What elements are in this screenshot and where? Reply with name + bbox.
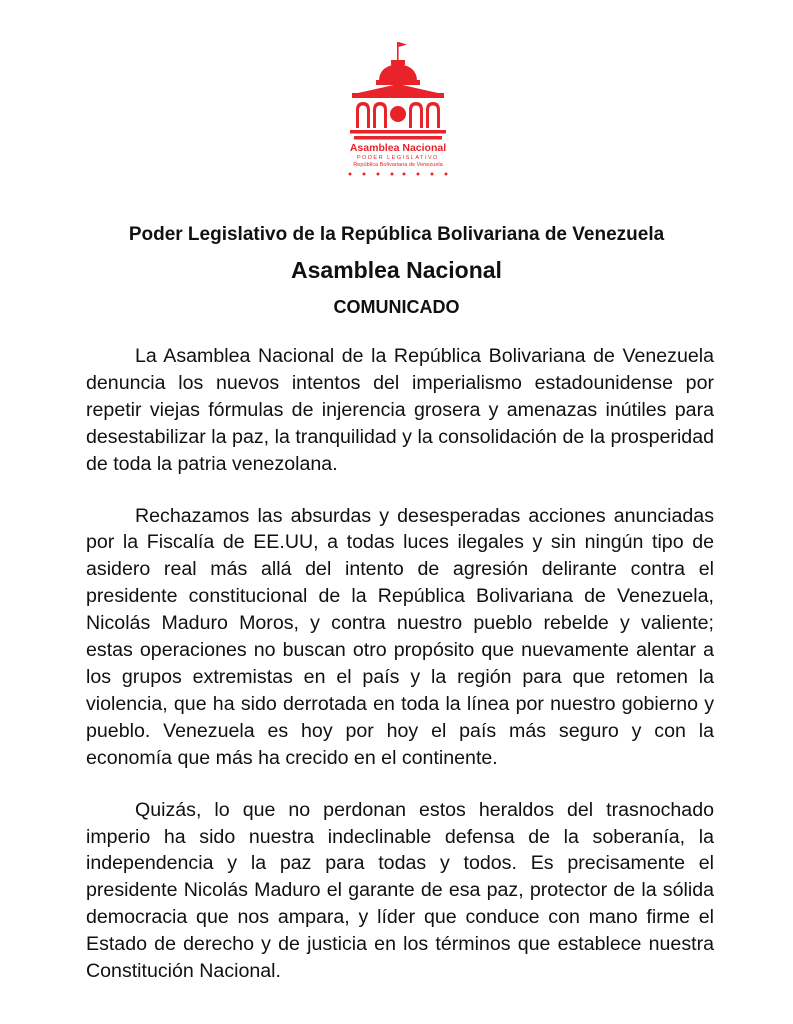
asamblea-nacional-logo [336,38,460,178]
statement-body [86,343,714,1010]
logo-stars [349,173,448,176]
logo-subtitle-text: PODER LEGISLATIVO [357,155,439,161]
paragraph-2: Rechazamos las absurdas y desesperadas acciones anunciadas por la Fiscalía de EE.UU, a todas luces ilegales y sin ningún tipo de asidero real más allá del intento de agresión delirante contra el presidente constitucional de la República Bolivariana de Venezuela, Nicolás Maduro Moros, y contra nuestro pueblo rebelde y valiente; estas operaciones no buscan otro propósito que nuevamente alentar a los grupos extremistas en el país y la región para que retomen la violencia, que ha sido derrotada en toda la línea por nuestro gobierno y pueblo. Venezuela es hoy por hoy el país más seguro y con la economía que más ha crecido en el continente. [86,504,714,769]
logo-tagline-text: República Bolivariana de Venezuela [353,162,443,168]
paragraph-3: Quizás, lo que no perdonan estos heraldos del trasnochado imperio ha sido nuestra indeclinable defensa de la soberanía, la independencia y la paz para todas y todos. Es precisamente el presidente Nicolás Maduro el garante de esa paz, protector de la sólida democracia que nos ampara, y líder que conduce con mano firme el Estado de derecho y de justicia en los términos que establece nuestra Constitución Nacional. [86,798,714,983]
institution-title: Poder Legislativo de la República Bolivariana de Venezuela [128,224,665,245]
paragraph-1: La Asamblea Nacional de la República Bolivariana de Venezuela denuncia los nuevos intentos del imperialismo estadounidense por repetir viejas fórmulas de injerencia grosera y amenazas inútiles para desestabilizar la paz, la tranquilidad y la consolidación de la prosperidad de toda la patria venezolana. [86,345,714,475]
assembly-title: Asamblea Nacional [291,257,502,283]
logo-name-text: Asamblea Nacional [349,142,447,154]
document-type-title: COMUNICADO [333,297,460,317]
